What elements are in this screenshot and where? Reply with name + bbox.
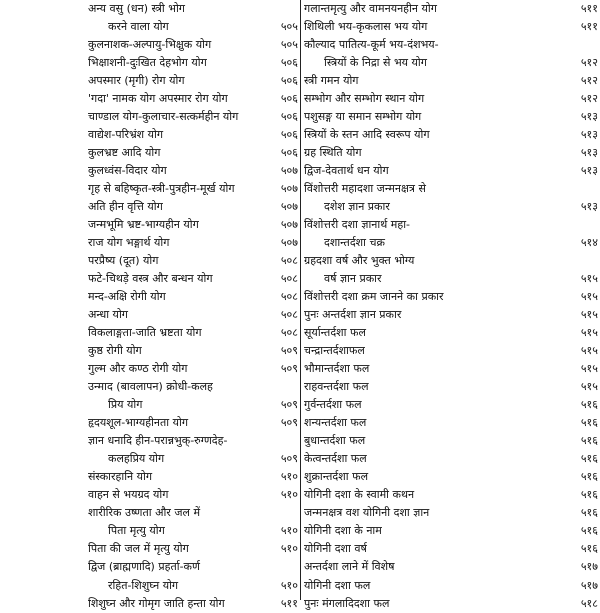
entry-page-number: ५१०: [280, 470, 298, 484]
entry-title: चन्द्रान्तर्दशाफल: [304, 344, 365, 358]
entry-page-number: ५१२: [580, 56, 598, 70]
index-entry-row: [88, 306, 298, 324]
entry-page-number: ५०९: [280, 452, 298, 466]
index-entry-row: [304, 306, 598, 324]
index-entry-row: [304, 342, 598, 360]
entry-title: भिक्षाशनी-दुःखित देहभोग योग: [88, 56, 207, 70]
index-entry-row: [304, 162, 598, 180]
index-entry-row: [304, 0, 598, 18]
index-entry-row: [304, 126, 598, 144]
entry-page-number: [554, 36, 598, 54]
entry-page-number: ५१०: [280, 488, 298, 502]
entry-page-number: ५१५: [580, 290, 598, 304]
entry-title: कुलभ्रष्ट आदि योग: [88, 146, 161, 160]
entry-title: सम्भोग और सम्भोग स्थान योग: [304, 92, 425, 106]
index-entry-row: [88, 486, 298, 504]
entry-page-number: ५०६: [280, 110, 298, 124]
entry-title: पुनः अन्तर्दशा ज्ञान प्रकार: [304, 308, 402, 322]
entry-page-number: ५१२: [580, 92, 598, 106]
index-entry-row: [304, 36, 598, 54]
index-entry-row: [88, 432, 298, 450]
index-entry-row: [88, 216, 298, 234]
index-entry-row: [304, 288, 598, 306]
entry-title: स्त्री गमन योग: [304, 74, 359, 88]
index-entry-row: [304, 54, 598, 72]
entry-page-number: ५०५: [280, 38, 298, 52]
index-entry-row: [88, 36, 298, 54]
index-entry-row: [304, 270, 598, 288]
index-entry-row: [88, 198, 298, 216]
index-entry-row: [304, 486, 598, 504]
index-entry-row: [304, 324, 598, 342]
entry-title: संस्कारहानि योग: [88, 470, 153, 484]
entry-title: गुर्वन्तर्दशा फल: [304, 398, 362, 412]
entry-page-number: ५०८: [280, 272, 298, 286]
index-entry-row: [304, 18, 598, 36]
entry-page-number: ५१६: [580, 542, 598, 556]
entry-title: भौमान्तर्दशा फल: [304, 362, 370, 376]
entry-page-number: [554, 252, 598, 270]
entry-page-number: ५१५: [580, 272, 598, 286]
index-entry-row: [88, 126, 298, 144]
entry-title: गृह से बहिष्कृत-स्त्री-पुत्रहीन-मूर्ख योग: [88, 182, 235, 196]
index-entry-row: [88, 0, 298, 18]
right-index-column: [304, 0, 598, 613]
index-entry-row: [88, 396, 298, 414]
entry-title: अन्तर्दशा लाने में विशेष: [304, 560, 395, 574]
entry-page-number: ५१५: [580, 308, 598, 322]
entry-title: द्विज-देवतार्थ धन योग: [304, 164, 389, 178]
index-entry-row: [88, 360, 298, 378]
entry-page-number: ५०९: [280, 362, 298, 376]
entry-page-number: ५०८: [280, 326, 298, 340]
entry-page-number: ५१२: [580, 74, 598, 88]
index-entry-row: [88, 54, 298, 72]
index-entry-row: [88, 450, 298, 468]
index-entry-row: [304, 414, 598, 432]
entry-title: अति हीन वृत्ति योग: [88, 200, 163, 214]
entry-page-number: ५१६: [580, 398, 598, 412]
index-entry-row: [88, 72, 298, 90]
index-entry-row: [304, 108, 598, 126]
entry-title: शन्यन्तर्दशा फल: [304, 416, 367, 430]
entry-title: हृदयशूल-भाग्यहीनता योग: [88, 416, 189, 430]
entry-title: ज्ञान धनादि हीन-परान्नभुक्-रुग्णदेह-: [88, 434, 228, 448]
entry-page-number: ५१६: [580, 470, 598, 484]
entry-page-number: ५१४: [580, 236, 598, 250]
entry-title: गुल्म और कण्ठ रोगी योग: [88, 362, 188, 376]
entry-page-number: ५१३: [580, 110, 598, 124]
entry-page-number: [256, 378, 298, 396]
index-entry-row: [88, 522, 298, 540]
entry-title: पिता मृत्यु योग: [108, 524, 165, 538]
index-entry-row: [304, 72, 598, 90]
index-entry-row: [304, 216, 598, 234]
entry-page-number: ५१६: [580, 452, 598, 466]
index-entry-row: [304, 558, 598, 576]
entry-title: स्त्रियों के निद्रा से भय योग: [324, 56, 427, 70]
entry-title: फटे-चिथड़े वस्त्र और बन्धन योग: [88, 272, 213, 286]
entry-title: विंशोत्तरी दशा ज्ञानार्थ महा-: [304, 218, 411, 232]
index-entry-row: [88, 18, 298, 36]
entry-page-number: ५०७: [280, 164, 298, 178]
entry-title: वाहन से भयग्रद योग: [88, 488, 169, 502]
column-divider: [300, 0, 301, 600]
entry-title: द्विज (ब्राह्मणादि) प्रहर्ता-कर्ण: [88, 560, 200, 574]
index-entry-row: [304, 378, 598, 396]
index-entry-row: [88, 558, 298, 576]
entry-page-number: ५१५: [580, 362, 598, 376]
entry-page-number: ५१७: [580, 560, 598, 574]
index-entry-row: [88, 270, 298, 288]
entry-page-number: ५०७: [280, 182, 298, 196]
entry-page-number: ५०६: [280, 128, 298, 142]
index-entry-row: [88, 378, 298, 396]
entry-page-number: ५११: [580, 2, 598, 15]
entry-title: शिशुघ्न और गोमृग जाति हन्ता योग: [88, 596, 225, 610]
entry-page-number: ५०९: [280, 398, 298, 412]
index-entry-row: [88, 414, 298, 432]
entry-page-number: ५११: [580, 20, 598, 34]
index-entry-row: [304, 252, 598, 270]
index-entry-row: [304, 595, 598, 613]
entry-title: योगिनी दशा वर्ष: [304, 542, 367, 556]
entry-page-number: ५१३: [580, 128, 598, 142]
entry-title: विंशोत्तरी दशा क्रम जानने का प्रकार: [304, 290, 444, 304]
entry-page-number: ५०६: [280, 56, 298, 70]
entry-page-number: ५०७: [280, 200, 298, 214]
entry-page-number: [256, 558, 298, 576]
index-entry-row: [304, 198, 598, 216]
entry-page-number: ५०६: [280, 74, 298, 88]
entry-page-number: ५१५: [580, 380, 598, 394]
entry-title: राहवन्तर्दशा फल: [304, 380, 369, 394]
index-entry-row: [88, 252, 298, 270]
entry-title: वाद्येश-परिभ्रंश योग: [88, 128, 164, 142]
entry-title: केत्वन्तर्दशा फल: [304, 452, 367, 466]
index-entry-row: [304, 360, 598, 378]
entry-page-number: ५१६: [580, 506, 598, 520]
entry-title: स्त्रियों के स्तन आदि स्वरूप योग: [304, 128, 430, 142]
entry-title: कुलध्वंस-विदार योग: [88, 164, 167, 178]
entry-page-number: ५१६: [580, 434, 598, 448]
entry-title: रहित-शिशुघ्न योग: [108, 578, 179, 592]
entry-page-number: ५१६: [580, 524, 598, 538]
entry-title: राज योग भङ्गार्थ योग: [88, 236, 170, 250]
entry-title: शुक्रान्तर्दशा फल: [304, 470, 369, 484]
entry-title: सूर्यान्तर्दशा फल: [304, 326, 366, 340]
entry-title: योगिनी दशा के स्वामी कथन: [304, 488, 415, 502]
entry-title: चाण्डाल योग-कुलाचार-सत्कर्महीन योग: [88, 110, 239, 124]
entry-title: बुधान्तर्दशा फल: [304, 434, 366, 448]
entry-title: पिता की जल में मृत्यु योग: [88, 542, 189, 556]
entry-title: 'गदा' नामक योग अपस्मार रोग योग: [88, 92, 228, 106]
entry-title: अपस्मार (मृगी) रोग योग: [88, 74, 185, 88]
entry-title: मन्द-अक्षि रोगी योग: [88, 290, 166, 304]
index-entry-row: [88, 90, 298, 108]
entry-page-number: ५१५: [580, 344, 598, 358]
entry-page-number: ५१०: [280, 578, 298, 592]
entry-title: कलहप्रिय योग: [108, 452, 165, 466]
entry-page-number: ५०८: [280, 290, 298, 304]
entry-title: परप्रैष्य (दूत) योग: [88, 254, 159, 268]
entry-title: कुलनाशक-अल्पायु-भिक्षुक योग: [88, 38, 212, 52]
index-entry-row: [304, 504, 598, 522]
entry-title: विंशोत्तरी महादशा जन्मनक्षत्र से: [304, 182, 426, 196]
entry-page-number: ५०६: [280, 92, 298, 106]
entry-page-number: ५१३: [580, 164, 598, 178]
entry-title: शिथिली भय-कृकलास भय योग: [304, 20, 428, 34]
index-entry-row: [88, 577, 298, 595]
entry-page-number: [554, 180, 598, 198]
entry-page-number: ५१३: [580, 146, 598, 160]
index-entry-row: [304, 540, 598, 558]
index-entry-row: [304, 144, 598, 162]
index-entry-row: [304, 234, 598, 252]
entry-title: योगिनी दशा फल: [304, 578, 371, 592]
entry-page-number: ५११: [280, 596, 298, 610]
entry-page-number: ५१६: [580, 416, 598, 430]
entry-title: वर्ष ज्ञान प्रकार: [324, 272, 382, 286]
index-entry-row: [88, 504, 298, 522]
entry-title: जन्मनक्षत्र वश योगिनी दशा ज्ञान: [304, 506, 430, 520]
left-index-column: [88, 0, 298, 613]
entry-page-number: ५०६: [280, 146, 298, 160]
entry-title: शारीरिक उष्णता और जल में: [88, 506, 201, 520]
entry-page-number: ५१०: [280, 542, 298, 556]
entry-title: विकलाङ्गता-जाति भ्रष्टता योग: [88, 326, 202, 340]
entry-page-number: ५१६: [580, 488, 598, 502]
entry-title: दशान्तर्दशा चक्र: [324, 236, 385, 250]
entry-page-number: ५१८: [580, 596, 598, 610]
entry-title: पशुसङ्ग या समान सम्भोग योग: [304, 110, 422, 124]
entry-page-number: [256, 432, 298, 450]
entry-page-number: ५०९: [280, 416, 298, 430]
index-entry-row: [88, 595, 298, 613]
index-entry-row: [88, 468, 298, 486]
index-entry-row: [88, 180, 298, 198]
entry-page-number: ५०७: [280, 218, 298, 232]
entry-page-number: ५०८: [280, 308, 298, 322]
entry-title: ग्रह स्थिति योग: [304, 146, 362, 160]
entry-page-number: ५१५: [580, 326, 598, 340]
index-entry-row: [304, 577, 598, 595]
index-entry-row: [304, 450, 598, 468]
entry-title: अन्य वसु (धन) स्त्री भोग: [88, 2, 185, 15]
index-entry-row: [88, 342, 298, 360]
entry-page-number: ५०८: [280, 254, 298, 268]
entry-page-number: [256, 504, 298, 522]
index-entry-row: [304, 432, 598, 450]
entry-title: जन्मभूमि भ्रष्ट-भाग्यहीन योग: [88, 218, 199, 232]
entry-title: प्रिय योग: [108, 398, 143, 412]
entry-title: गलान्तमृत्यु और वामनयनहीन योग: [304, 2, 437, 15]
entry-page-number: [256, 0, 298, 18]
entry-title: उन्माद (बावलापन) क्रोधी-कलह: [88, 380, 213, 394]
index-entry-row: [88, 288, 298, 306]
entry-page-number: ५१३: [580, 200, 598, 214]
entry-title: कौल्याद पातित्य-कूर्म भय-दंशभय-: [304, 38, 439, 52]
index-entry-row: [88, 234, 298, 252]
entry-title: करने वाला योग: [108, 20, 169, 34]
entry-page-number: ५०९: [280, 344, 298, 358]
index-entry-row: [88, 540, 298, 558]
index-entry-row: [88, 162, 298, 180]
entry-page-number: ५१७: [580, 578, 598, 592]
entry-title: अन्धा योग: [88, 308, 128, 322]
index-entry-row: [304, 522, 598, 540]
entry-page-number: ५०७: [280, 236, 298, 250]
index-entry-row: [304, 90, 598, 108]
entry-page-number: ५१०: [280, 524, 298, 538]
index-entry-row: [304, 468, 598, 486]
entry-title: दशेश ज्ञान प्रकार: [324, 200, 390, 214]
entry-title: पुनः मंगलादिदशा फल: [304, 596, 390, 610]
entry-page-number: ५०५: [280, 20, 298, 34]
index-entry-row: [304, 180, 598, 198]
entry-page-number: [554, 216, 598, 234]
entry-title: ग्रहदशा वर्ष और भुक्त भोग्य: [304, 254, 415, 268]
index-entry-row: [304, 396, 598, 414]
entry-title: कुष्ठ रोगी योग: [88, 344, 142, 358]
index-entry-row: [88, 324, 298, 342]
entry-title: योगिनी दशा के नाम: [304, 524, 382, 538]
index-entry-row: [88, 108, 298, 126]
index-entry-row: [88, 144, 298, 162]
